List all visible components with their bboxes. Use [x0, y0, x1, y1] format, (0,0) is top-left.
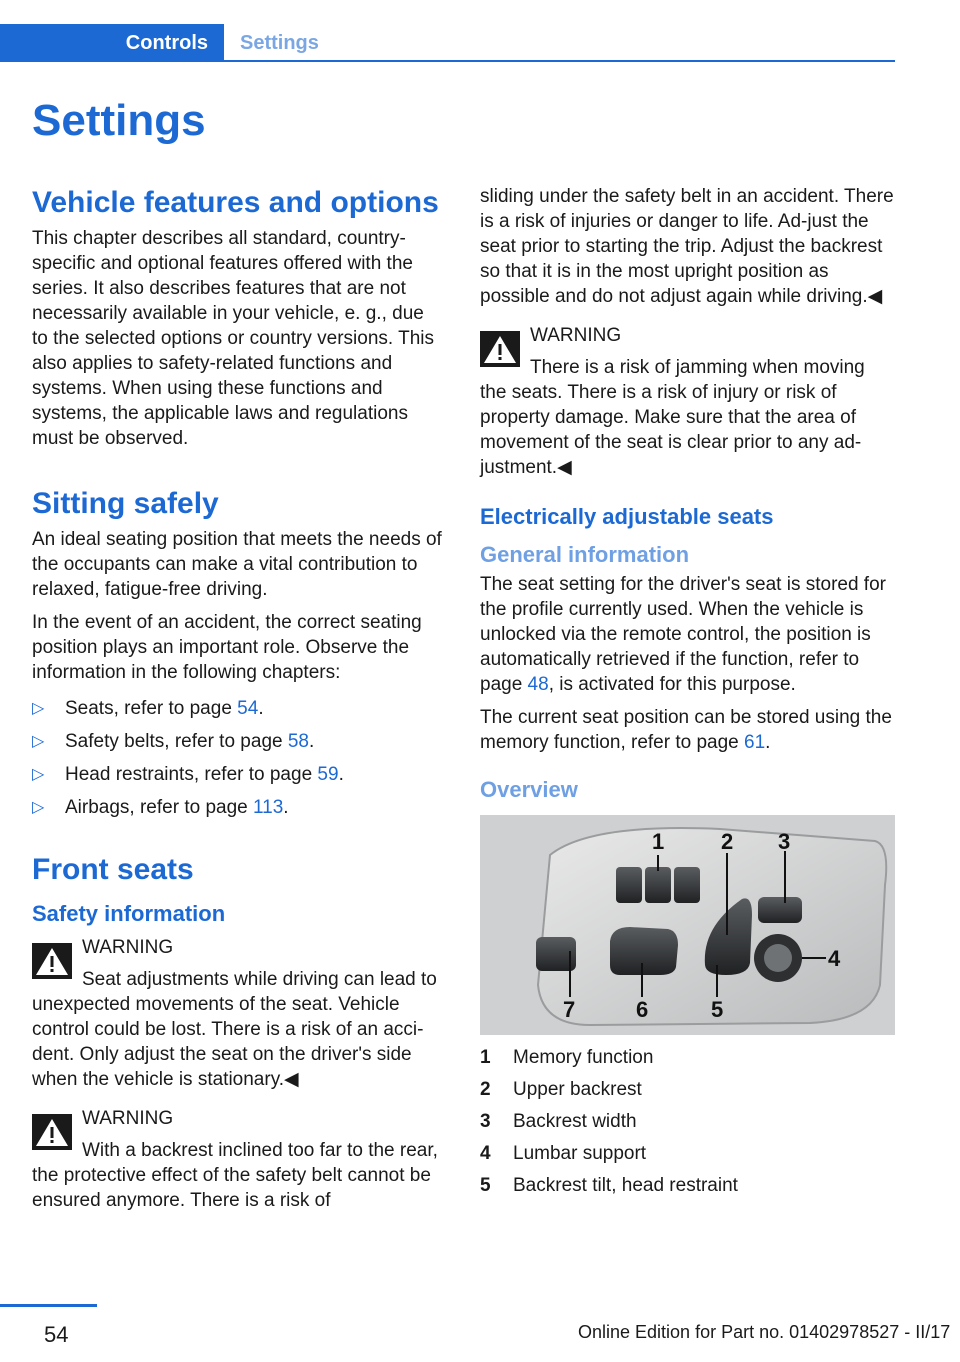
- paragraph-text: , is activated for this purpose.: [548, 674, 796, 695]
- chapter-reference-list: [32, 693, 444, 825]
- page-link[interactable]: 59: [317, 764, 339, 785]
- legend-number: 2: [480, 1079, 491, 1100]
- heading-vehicle-features: Vehicle features and options: [32, 186, 439, 219]
- triangle-bullet-icon: ▷: [32, 799, 45, 816]
- legend-item: [480, 1077, 895, 1102]
- paragraph-sitting-2: In the event of an accident, the correct seating position plays an important role. Observe the information in the following chapters:: [32, 612, 422, 683]
- legend-label: Memory function: [513, 1047, 654, 1068]
- paragraph-text: .: [765, 732, 771, 753]
- page-number: 54: [44, 1322, 69, 1347]
- paragraph-continued: sliding under the safety belt in an accident. There is a risk of injuries or danger to life. Ad-just the seat prior to starting the trip. Adjust the backrest so that it is in the most upright position as possible and do not adjust again while driving.◀: [480, 186, 894, 307]
- legend-item: [480, 1141, 895, 1166]
- callout-number: 7: [563, 997, 576, 1022]
- list-item-text: Airbags, refer to page: [65, 797, 253, 818]
- legend-label: Upper backrest: [513, 1079, 642, 1100]
- paragraph-general-1: [480, 572, 895, 697]
- warning-triangle-icon: [32, 943, 72, 979]
- heading-electrically-adjustable-seats: Electrically adjustable seats: [480, 504, 774, 529]
- heading-safety-information: Safety information: [32, 901, 226, 926]
- legend-item: [480, 1173, 895, 1198]
- list-item-text: Safety belts, refer to page: [65, 731, 288, 752]
- list-item: ▷ Seats, refer to page 54.: [32, 693, 444, 726]
- page-link[interactable]: 61: [744, 732, 766, 753]
- callout-number: 1: [652, 829, 665, 854]
- callout-number: 5: [711, 997, 724, 1022]
- callout-number: 4: [828, 946, 841, 971]
- tab-controls[interactable]: Controls: [0, 24, 224, 62]
- list-item: ▷ Head restraints, refer to page 59.: [32, 759, 444, 792]
- legend-number: 5: [480, 1175, 491, 1196]
- warning-triangle-icon: [480, 331, 520, 367]
- list-item-text: Head restraints, refer to page: [65, 764, 318, 785]
- legend-label: Backrest width: [513, 1111, 637, 1132]
- legend-item: [480, 1045, 895, 1070]
- warning-block: [32, 935, 444, 1092]
- paragraph-text: The seat setting for the driver's seat is stored for the profile currently used. When the vehicle is unlocked via the remote control, the position is automatically retrieved if the function, refer to page: [480, 574, 886, 695]
- heading-sitting-safely: Sitting safely: [32, 487, 219, 520]
- page-link[interactable]: 48: [527, 674, 549, 695]
- legend-number: 4: [480, 1143, 491, 1164]
- callout-number: 2: [721, 829, 734, 854]
- page-link[interactable]: 54: [237, 698, 259, 719]
- page-title: Settings: [32, 96, 206, 145]
- left-column: [32, 184, 444, 1221]
- callout-number: 3: [778, 829, 791, 854]
- seat-controls-image: [480, 815, 895, 1035]
- legend-label: Lumbar support: [513, 1143, 647, 1164]
- legend-number: 3: [480, 1111, 491, 1132]
- warning-title: WARNING: [82, 1108, 174, 1129]
- warning-text: Seat adjustments while driving can lead to unexpected movements of the seat. Vehicle control could be lost. There is a risk of an acci-dent. Only adjust the seat on the driver's side when the vehicle is stationary.◀: [32, 969, 437, 1090]
- warning-title: WARNING: [530, 325, 622, 346]
- overview-legend: [480, 1045, 895, 1198]
- footer-rule: [0, 1304, 97, 1307]
- list-item: ▷ Safety belts, refer to page 58.: [32, 726, 444, 759]
- paragraph-general-2: [480, 705, 895, 755]
- paragraph-sitting-1: An ideal seating position that meets the needs of the occupants can make a vital contribution to relaxed, fatigue-free driving.: [32, 529, 442, 600]
- right-column: [480, 184, 895, 1205]
- page-link[interactable]: 58: [287, 731, 309, 752]
- page-link[interactable]: 113: [253, 797, 284, 818]
- tab-settings[interactable]: Settings: [240, 32, 319, 54]
- triangle-bullet-icon: ▷: [32, 733, 45, 750]
- seat-controls-illustration: [480, 815, 895, 1035]
- header-tab-bar: [0, 24, 895, 62]
- triangle-bullet-icon: ▷: [32, 766, 45, 783]
- triangle-bullet-icon: ▷: [32, 700, 45, 717]
- heading-front-seats: Front seats: [32, 853, 194, 886]
- heading-general-information: General information: [480, 542, 690, 567]
- warning-block: [480, 323, 895, 480]
- heading-overview: Overview: [480, 777, 578, 802]
- warning-block: [32, 1106, 444, 1213]
- warning-text: With a backrest inclined too far to the rear, the protective effect of the safety belt cannot be ensured anymore. There is a risk of: [32, 1140, 438, 1211]
- warning-triangle-icon: [32, 1114, 72, 1150]
- edition-note: Online Edition for Part no. 01402978527 - II/17: [578, 1322, 951, 1342]
- paragraph-vehicle-features: This chapter describes all standard, country-specific and optional features offered with the series. It also describes features that are not necessarily available in your vehicle, e. g., due to the selected options or country versions. This also applies to safety-related functions and systems. When using these functions and systems, the applicable laws and regulations must be observed.: [32, 228, 435, 449]
- paragraph-text: The current seat position can be stored using the memory function, refer to page: [480, 707, 892, 753]
- legend-label: Backrest tilt, head restraint: [513, 1175, 738, 1196]
- warning-text: There is a risk of jamming when moving the seats. There is a risk of injury or risk of property damage. Make sure that the area of movement of the seat is clear prior to any ad-justment.◀: [480, 357, 865, 478]
- callout-number: 6: [636, 997, 649, 1022]
- warning-title: WARNING: [82, 937, 174, 958]
- list-item-text: Seats, refer to page: [65, 698, 238, 719]
- list-item: ▷ Airbags, refer to page 113.: [32, 792, 444, 825]
- legend-item: [480, 1109, 895, 1134]
- legend-number: 1: [480, 1047, 491, 1068]
